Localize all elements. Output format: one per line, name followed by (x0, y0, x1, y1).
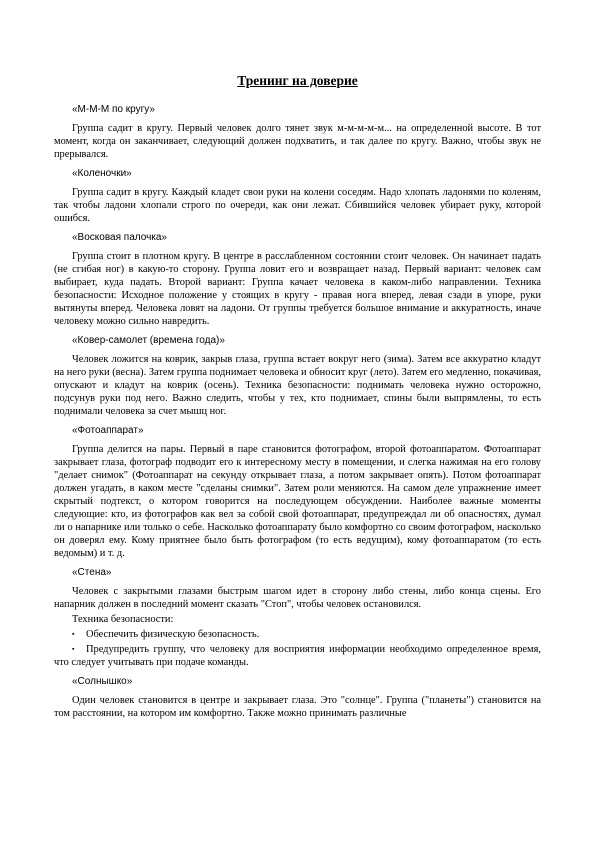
section-heading-voskovaya-palochka: «Восковая палочка» (72, 232, 167, 243)
section-text-voskovaya-palochka: Группа стоит в плотном кругу. В центре в расслабленном состоянии стоит человек. Он начинает падать (не сгибая ног) в какую-то сторону. Группа ловит его и возвращает назад. Первый вариант: человек сам выбирает, куда падать. Второй вариант: Группа качает человека в каком-либо направлении. Техника безопасности: Исходное положение у стоящих в кругу - правая нога вперед, левая сзади в упоре, руки вытянуты вперед. Человека ловят на ладони. От группы требуется большое внимание и аккуратность, иначе человеку можно сильно навредить. (54, 251, 541, 327)
page-title: Тренинг на доверие (237, 73, 358, 88)
section-text-mmm: Группа садит в кругу. Первый человек долго тянет звук м-м-м-м-м... на определенной высоте. В тот момент, когда он заканчивает, следующий должен подхватить, и так далее по кругу. Важно, чтобы звук не прерывался. (54, 123, 541, 160)
bullet-square-icon: ▪ (72, 645, 75, 653)
section-heading-kover-samolet: «Ковер-самолет (времена года)» (72, 335, 225, 346)
section-heading-kolenochki: «Коленочки» (72, 168, 132, 179)
section-heading-solnyshko: «Солнышко» (72, 676, 133, 687)
bullet-square-icon: ▪ (72, 630, 75, 638)
section-text-stena: Человек с закрытыми глазами быстрым шагом идет в сторону либо стены, либо конца сцены. Его напарник должен в последний момент сказать "Стоп", чтобы человек остановился. (54, 586, 541, 610)
bullet-text: Обеспечить физическую безопасность. (86, 629, 260, 640)
bullet-item (54, 628, 541, 641)
section-text-fotoapparat: Группа делится на пары. Первый в паре становится фотографом, второй фотоаппаратом. Фотоаппарат закрывает глаза, фотограф подводит его к интересному месту в помещении, и слегка нажимая на его голову "делает снимок" (Фотоаппарат на секунду открывает глаза, а потом закрывает опять). Потом фотоаппарат должен угадать, в каком месте "сделаны снимки". Затем роли меняются. На самом деле упражнение имеет скрытый подтекст, о котором говорится на последующем обсуждении. Наиболее важные моменты следующие: кто, из фотографов как вел за собой свой фотоаппарат, предупреждал ли об опасностях, думал ли о напарнике или только о себе. Насколько фотоаппарату было комфортно со своим фотографом, насколько он доверял ему. Кому приятнее было быть фотографом (то есть ведущим), кому фотоаппаратом (то есть ведомым) и т. д. (54, 444, 541, 559)
section-heading-fotoapparat: «Фотоаппарат» (72, 425, 144, 436)
section-text-kolenochki: Группа садит в кругу. Каждый кладет свои руки на колени соседям. Надо хлопать ладонями по коленям, так чтобы ладони хлопали строго по очереди, как они лежат. Сбившийся человек убирает руку, которой ошибся. (54, 187, 541, 224)
section-heading-mmm: «М-М-М по кругу» (72, 104, 155, 115)
safety-title: Техника безопасности: (72, 614, 174, 625)
bullet-item (54, 643, 541, 669)
section-heading-stena: «Стена» (72, 567, 112, 578)
section-text-kover-samolet: Человек ложится на коврик, закрыв глаза, группа встает вокруг него (зима). Затем все аккуратно кладут на него руки (весна). Затем группа поднимает человека и обносит круг (лето). Затем его медленно, покачивая, опускают и кладут на коврик (осень). Техника безопасности: поднимать человека нужно осторожно, подсунув руки под него. Важно следить, чтобы у тех, кто поднимает, спины были выпрямлены, то есть поднимали человека за счет мышц ног. (54, 354, 541, 417)
section-text-solnyshko: Один человек становится в центре и закрывает глаза. Это "солнце". Группа ("планеты") становится на том расстоянии, на котором им комфортно. Также можно принимать различные (54, 695, 541, 719)
bullet-text: Предупредить группу, что человеку для восприятия информации необходимо определенное время, что следует учитывать при подаче команды. (54, 644, 541, 668)
